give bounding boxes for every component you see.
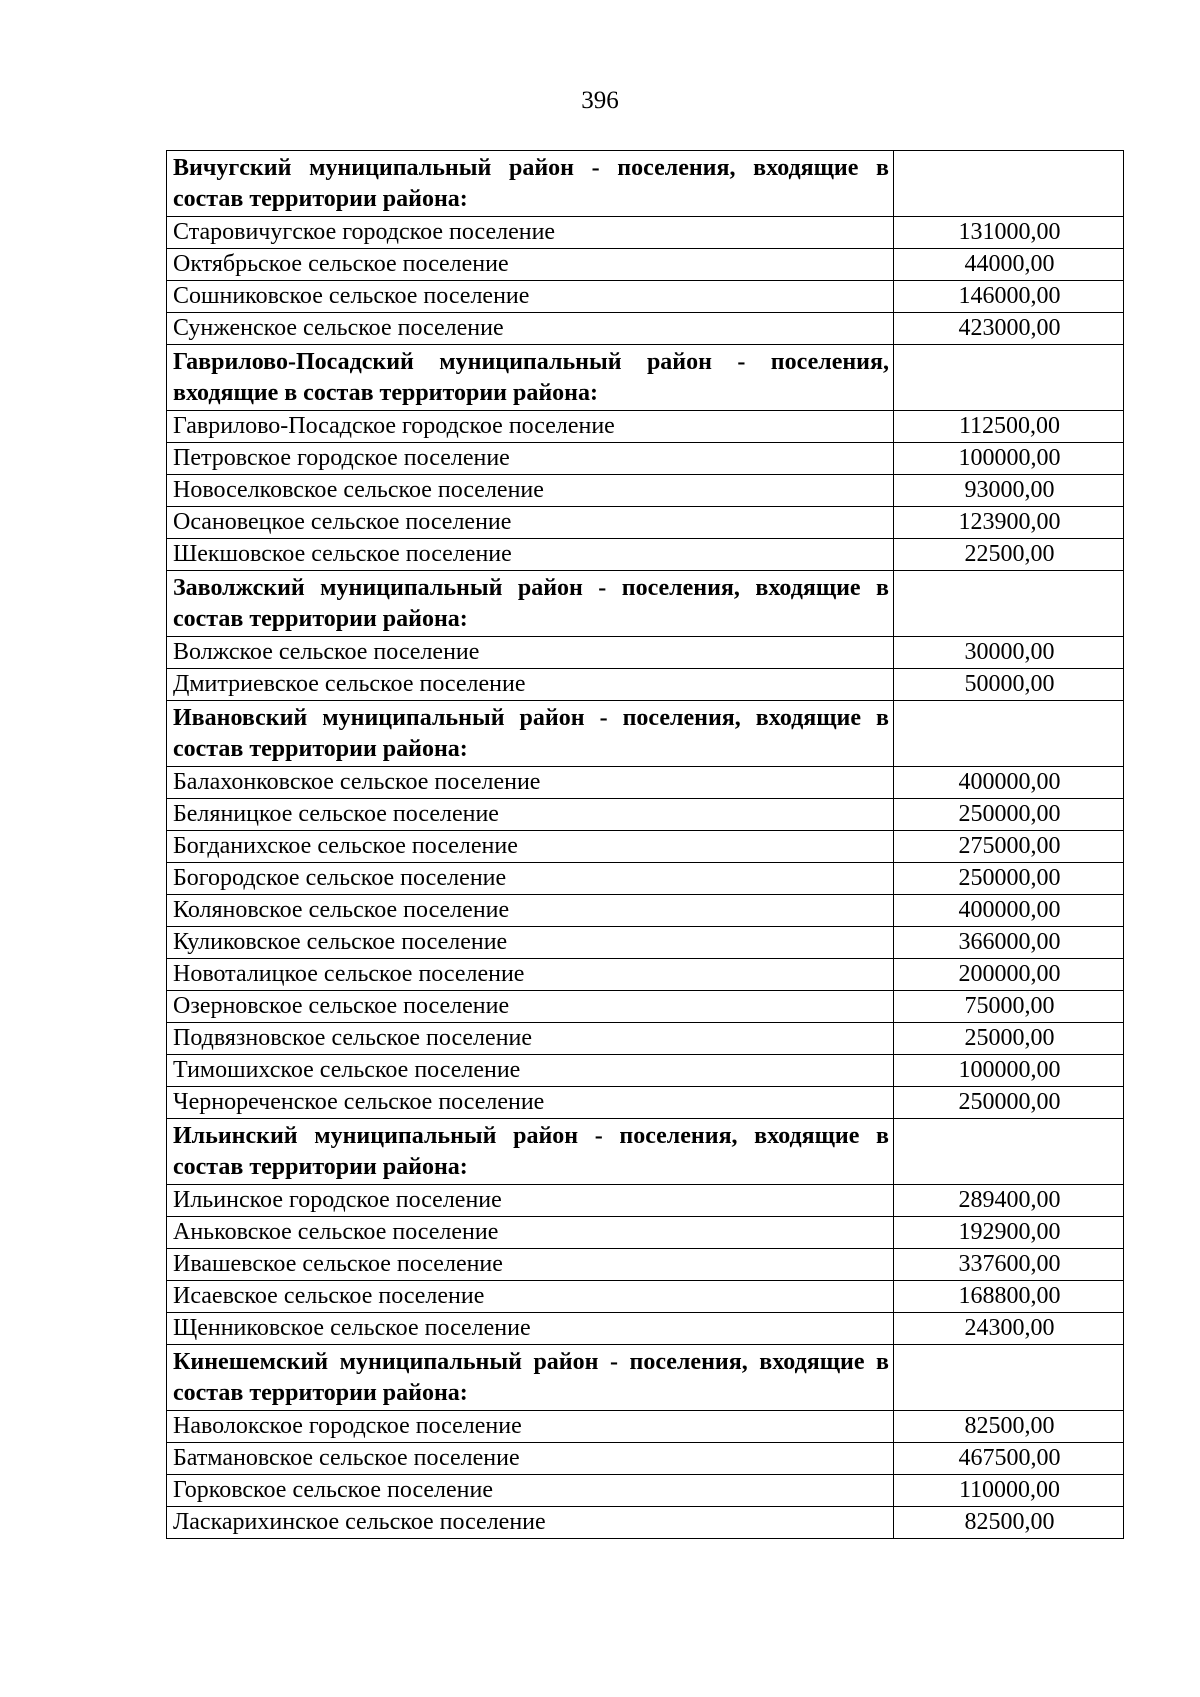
settlement-amount: 50000,00: [894, 669, 1124, 701]
settlement-amount: 168800,00: [894, 1281, 1124, 1313]
table-row: [167, 669, 1124, 701]
group-header-row: [167, 701, 1124, 767]
settlement-amount: 467500,00: [894, 1443, 1124, 1475]
table-row: [167, 1443, 1124, 1475]
empty-amount-cell: [894, 571, 1124, 637]
table-row: [167, 1507, 1124, 1539]
settlement-amount: 400000,00: [894, 895, 1124, 927]
group-header-row: [167, 151, 1124, 217]
settlement-amount: 250000,00: [894, 1087, 1124, 1119]
table-row: [167, 895, 1124, 927]
settlement-amount: 100000,00: [894, 443, 1124, 475]
table-row: [167, 863, 1124, 895]
empty-amount-cell: [894, 701, 1124, 767]
settlement-name: Подвязновское сельское поселение: [167, 1023, 894, 1055]
settlement-name: Дмитриевское сельское поселение: [167, 669, 894, 701]
settlements-table: [166, 150, 1124, 1539]
table-body: [167, 151, 1124, 1539]
settlement-name: Горковское сельское поселение: [167, 1475, 894, 1507]
table-row: [167, 1217, 1124, 1249]
settlement-amount: 289400,00: [894, 1185, 1124, 1217]
table-row: [167, 443, 1124, 475]
group-header-row: [167, 571, 1124, 637]
settlement-amount: 24300,00: [894, 1313, 1124, 1345]
settlement-name: Осановецкое сельское поселение: [167, 507, 894, 539]
table-row: [167, 1185, 1124, 1217]
settlement-name: Балахонковское сельское поселение: [167, 767, 894, 799]
empty-amount-cell: [894, 151, 1124, 217]
table-row: [167, 799, 1124, 831]
table-row: [167, 217, 1124, 249]
table-row: [167, 1249, 1124, 1281]
table-row: [167, 637, 1124, 669]
settlement-name: Петровское городское поселение: [167, 443, 894, 475]
settlement-amount: 30000,00: [894, 637, 1124, 669]
table-row: [167, 475, 1124, 507]
settlement-amount: 337600,00: [894, 1249, 1124, 1281]
table-row: [167, 313, 1124, 345]
table-row: [167, 991, 1124, 1023]
table-row: [167, 1313, 1124, 1345]
settlement-amount: 110000,00: [894, 1475, 1124, 1507]
group-header-row: [167, 1345, 1124, 1411]
settlement-amount: 192900,00: [894, 1217, 1124, 1249]
settlement-amount: 123900,00: [894, 507, 1124, 539]
table-row: [167, 1087, 1124, 1119]
settlement-name: Озерновское сельское поселение: [167, 991, 894, 1023]
settlement-name: Беляницкое сельское поселение: [167, 799, 894, 831]
settlement-name: Аньковское сельское поселение: [167, 1217, 894, 1249]
settlement-name: Шекшовское сельское поселение: [167, 539, 894, 571]
settlement-name: Гаврилово-Посадское городское поселение: [167, 411, 894, 443]
table-row: [167, 507, 1124, 539]
settlement-amount: 250000,00: [894, 799, 1124, 831]
settlement-name: Новоселковское сельское поселение: [167, 475, 894, 507]
page-number: 396: [581, 87, 619, 114]
settlement-name: Батмановское сельское поселение: [167, 1443, 894, 1475]
table-row: [167, 411, 1124, 443]
settlement-name: Сунженское сельское поселение: [167, 313, 894, 345]
settlement-amount: 75000,00: [894, 991, 1124, 1023]
settlement-name: Куликовское сельское поселение: [167, 927, 894, 959]
district-header: Ивановский муниципальный район - поселения, входящие в состав территории района:: [167, 701, 894, 767]
settlement-amount: 250000,00: [894, 863, 1124, 895]
settlement-name: Тимошихское сельское поселение: [167, 1055, 894, 1087]
table-row: [167, 831, 1124, 863]
table-row: [167, 927, 1124, 959]
empty-amount-cell: [894, 1345, 1124, 1411]
settlement-name: Богородское сельское поселение: [167, 863, 894, 895]
settlement-amount: 146000,00: [894, 281, 1124, 313]
settlement-amount: 131000,00: [894, 217, 1124, 249]
table-row: [167, 249, 1124, 281]
settlement-amount: 400000,00: [894, 767, 1124, 799]
district-header: Заволжский муниципальный район - поселения, входящие в состав территории района:: [167, 571, 894, 637]
settlement-name: Богданихское сельское поселение: [167, 831, 894, 863]
table-row: [167, 1023, 1124, 1055]
settlement-amount: 200000,00: [894, 959, 1124, 991]
settlement-name: Волжское сельское поселение: [167, 637, 894, 669]
settlement-amount: 25000,00: [894, 1023, 1124, 1055]
empty-amount-cell: [894, 1119, 1124, 1185]
table-row: [167, 767, 1124, 799]
settlement-name: Щенниковское сельское поселение: [167, 1313, 894, 1345]
settlement-name: Ильинское городское поселение: [167, 1185, 894, 1217]
table-row: [167, 281, 1124, 313]
settlement-amount: 100000,00: [894, 1055, 1124, 1087]
settlement-name: Старовичугское городское поселение: [167, 217, 894, 249]
settlement-amount: 82500,00: [894, 1411, 1124, 1443]
district-header: Гаврилово-Посадский муниципальный район - поселения, входящие в состав территории района:: [167, 345, 894, 411]
settlement-amount: 44000,00: [894, 249, 1124, 281]
settlement-amount: 112500,00: [894, 411, 1124, 443]
district-header: Ильинский муниципальный район - поселения, входящие в состав территории района:: [167, 1119, 894, 1185]
settlement-name: Сошниковское сельское поселение: [167, 281, 894, 313]
settlement-amount: 93000,00: [894, 475, 1124, 507]
table-row: [167, 1411, 1124, 1443]
settlement-amount: 82500,00: [894, 1507, 1124, 1539]
empty-amount-cell: [894, 345, 1124, 411]
settlement-name: Исаевское сельское поселение: [167, 1281, 894, 1313]
group-header-row: [167, 1119, 1124, 1185]
table-row: [167, 539, 1124, 571]
settlement-name: Наволокское городское поселение: [167, 1411, 894, 1443]
settlement-name: Коляновское сельское поселение: [167, 895, 894, 927]
group-header-row: [167, 345, 1124, 411]
settlement-amount: 22500,00: [894, 539, 1124, 571]
settlement-name: Октябрьское сельское поселение: [167, 249, 894, 281]
district-header: Вичугский муниципальный район - поселения, входящие в состав территории района:: [167, 151, 894, 217]
settlement-amount: 275000,00: [894, 831, 1124, 863]
settlement-name: Новоталицкое сельское поселение: [167, 959, 894, 991]
settlement-name: Ласкарихинское сельское поселение: [167, 1507, 894, 1539]
table-row: [167, 1281, 1124, 1313]
table-row: [167, 959, 1124, 991]
settlement-amount: 366000,00: [894, 927, 1124, 959]
settlement-amount: 423000,00: [894, 313, 1124, 345]
settlement-name: Ивашевское сельское поселение: [167, 1249, 894, 1281]
table-row: [167, 1055, 1124, 1087]
settlement-name: Чернореченское сельское поселение: [167, 1087, 894, 1119]
table-row: [167, 1475, 1124, 1507]
district-header: Кинешемский муниципальный район - поселения, входящие в состав территории района:: [167, 1345, 894, 1411]
